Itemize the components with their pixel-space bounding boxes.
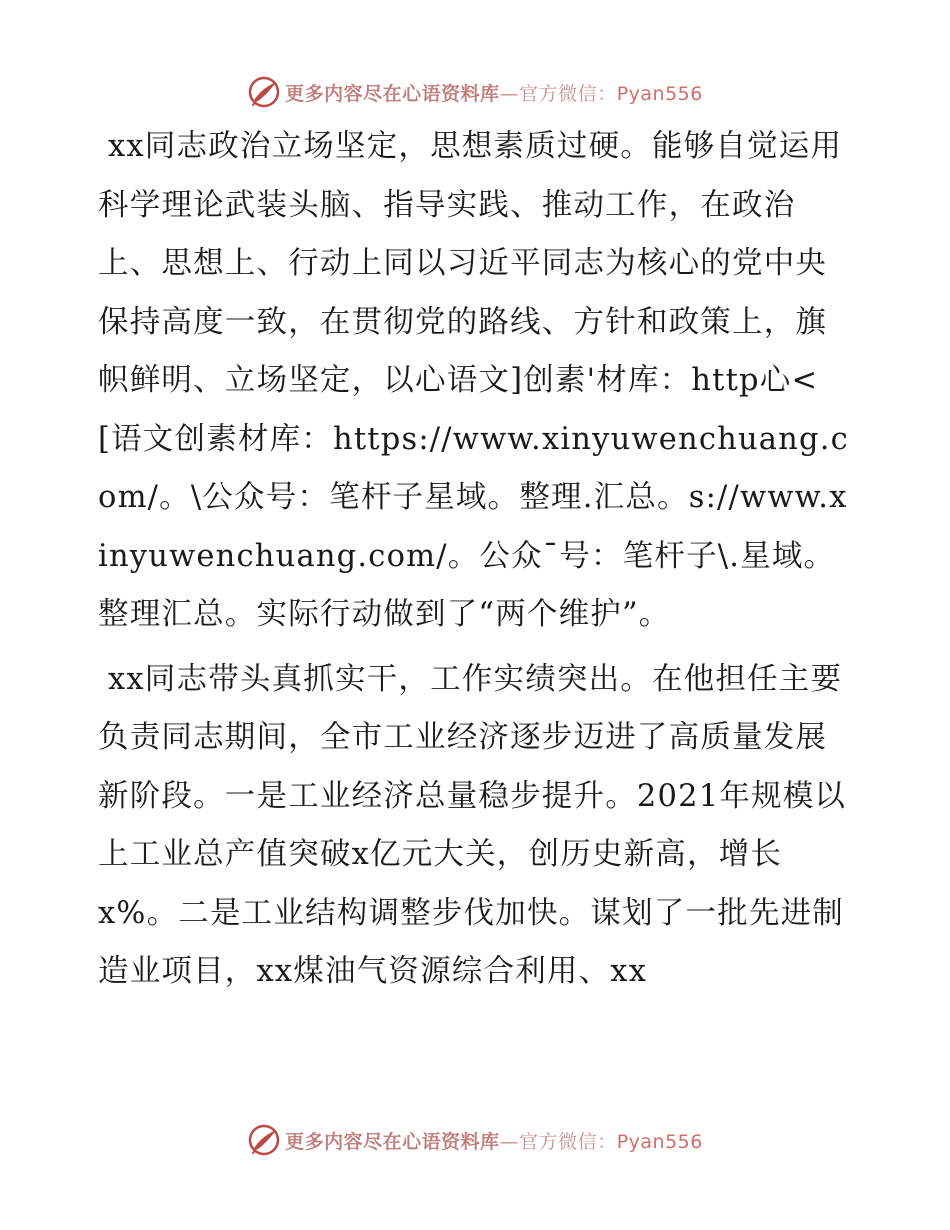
quill-pen-logo-icon [247, 75, 281, 109]
banner-separator: — [499, 82, 520, 105]
header-banner [0, 72, 950, 112]
paragraph-2-text: xx同志带头真抓实干，工作实绩突出。在他担任主要负责同志期间，全市工业经济逐步迈进了高质量发展新阶段。一是工业经济总量稳步提升。2021年规模以上工业总产值突破x亿元大关，创历史新高，增长x%。二是工业结构调整步伐加快。谋划了一批先进制造业项目，xx煤油气资源综合利用、xx [98, 661, 847, 989]
paragraph-1-text: xx同志政治立场坚定，思想素质过硬。能够自觉运用科学理论武装头脑、指导实践、推动工作，在政治上、思想上、行动上同以习近平同志为核心的党中央保持高度一致，在贯彻党的路线、方针和政策上，旗帜鲜明、立场坚定，以心语文]创素'材库：http心<[语文创素材库：https://www.xinyuwenchuang.com/。\公众号：笔杆子星域。整理.汇总。s://www.xinyuwenchuang.com/。公众¯号：笔杆子\.星域。整理汇总。实际行动做到了“两个维护”。 [98, 129, 849, 632]
banner-text [285, 1127, 703, 1154]
banner-wechat-label: 官方微信： [519, 82, 617, 105]
banner-separator: — [499, 1130, 520, 1153]
paragraph-1 [98, 118, 858, 645]
banner-wechat-label: 官方微信： [519, 1130, 617, 1153]
banner-text [285, 79, 703, 106]
footer-banner [0, 1120, 950, 1160]
paragraph-2 [98, 651, 858, 1002]
banner-wechat-id: Pyan556 [616, 82, 703, 105]
banner-wechat-id: Pyan556 [616, 1130, 703, 1153]
quill-pen-logo-icon [247, 1123, 281, 1157]
banner-main-text: 更多内容尽在心语资料库 [285, 1130, 500, 1153]
banner-main-text: 更多内容尽在心语资料库 [285, 82, 500, 105]
document-body [98, 118, 858, 1002]
